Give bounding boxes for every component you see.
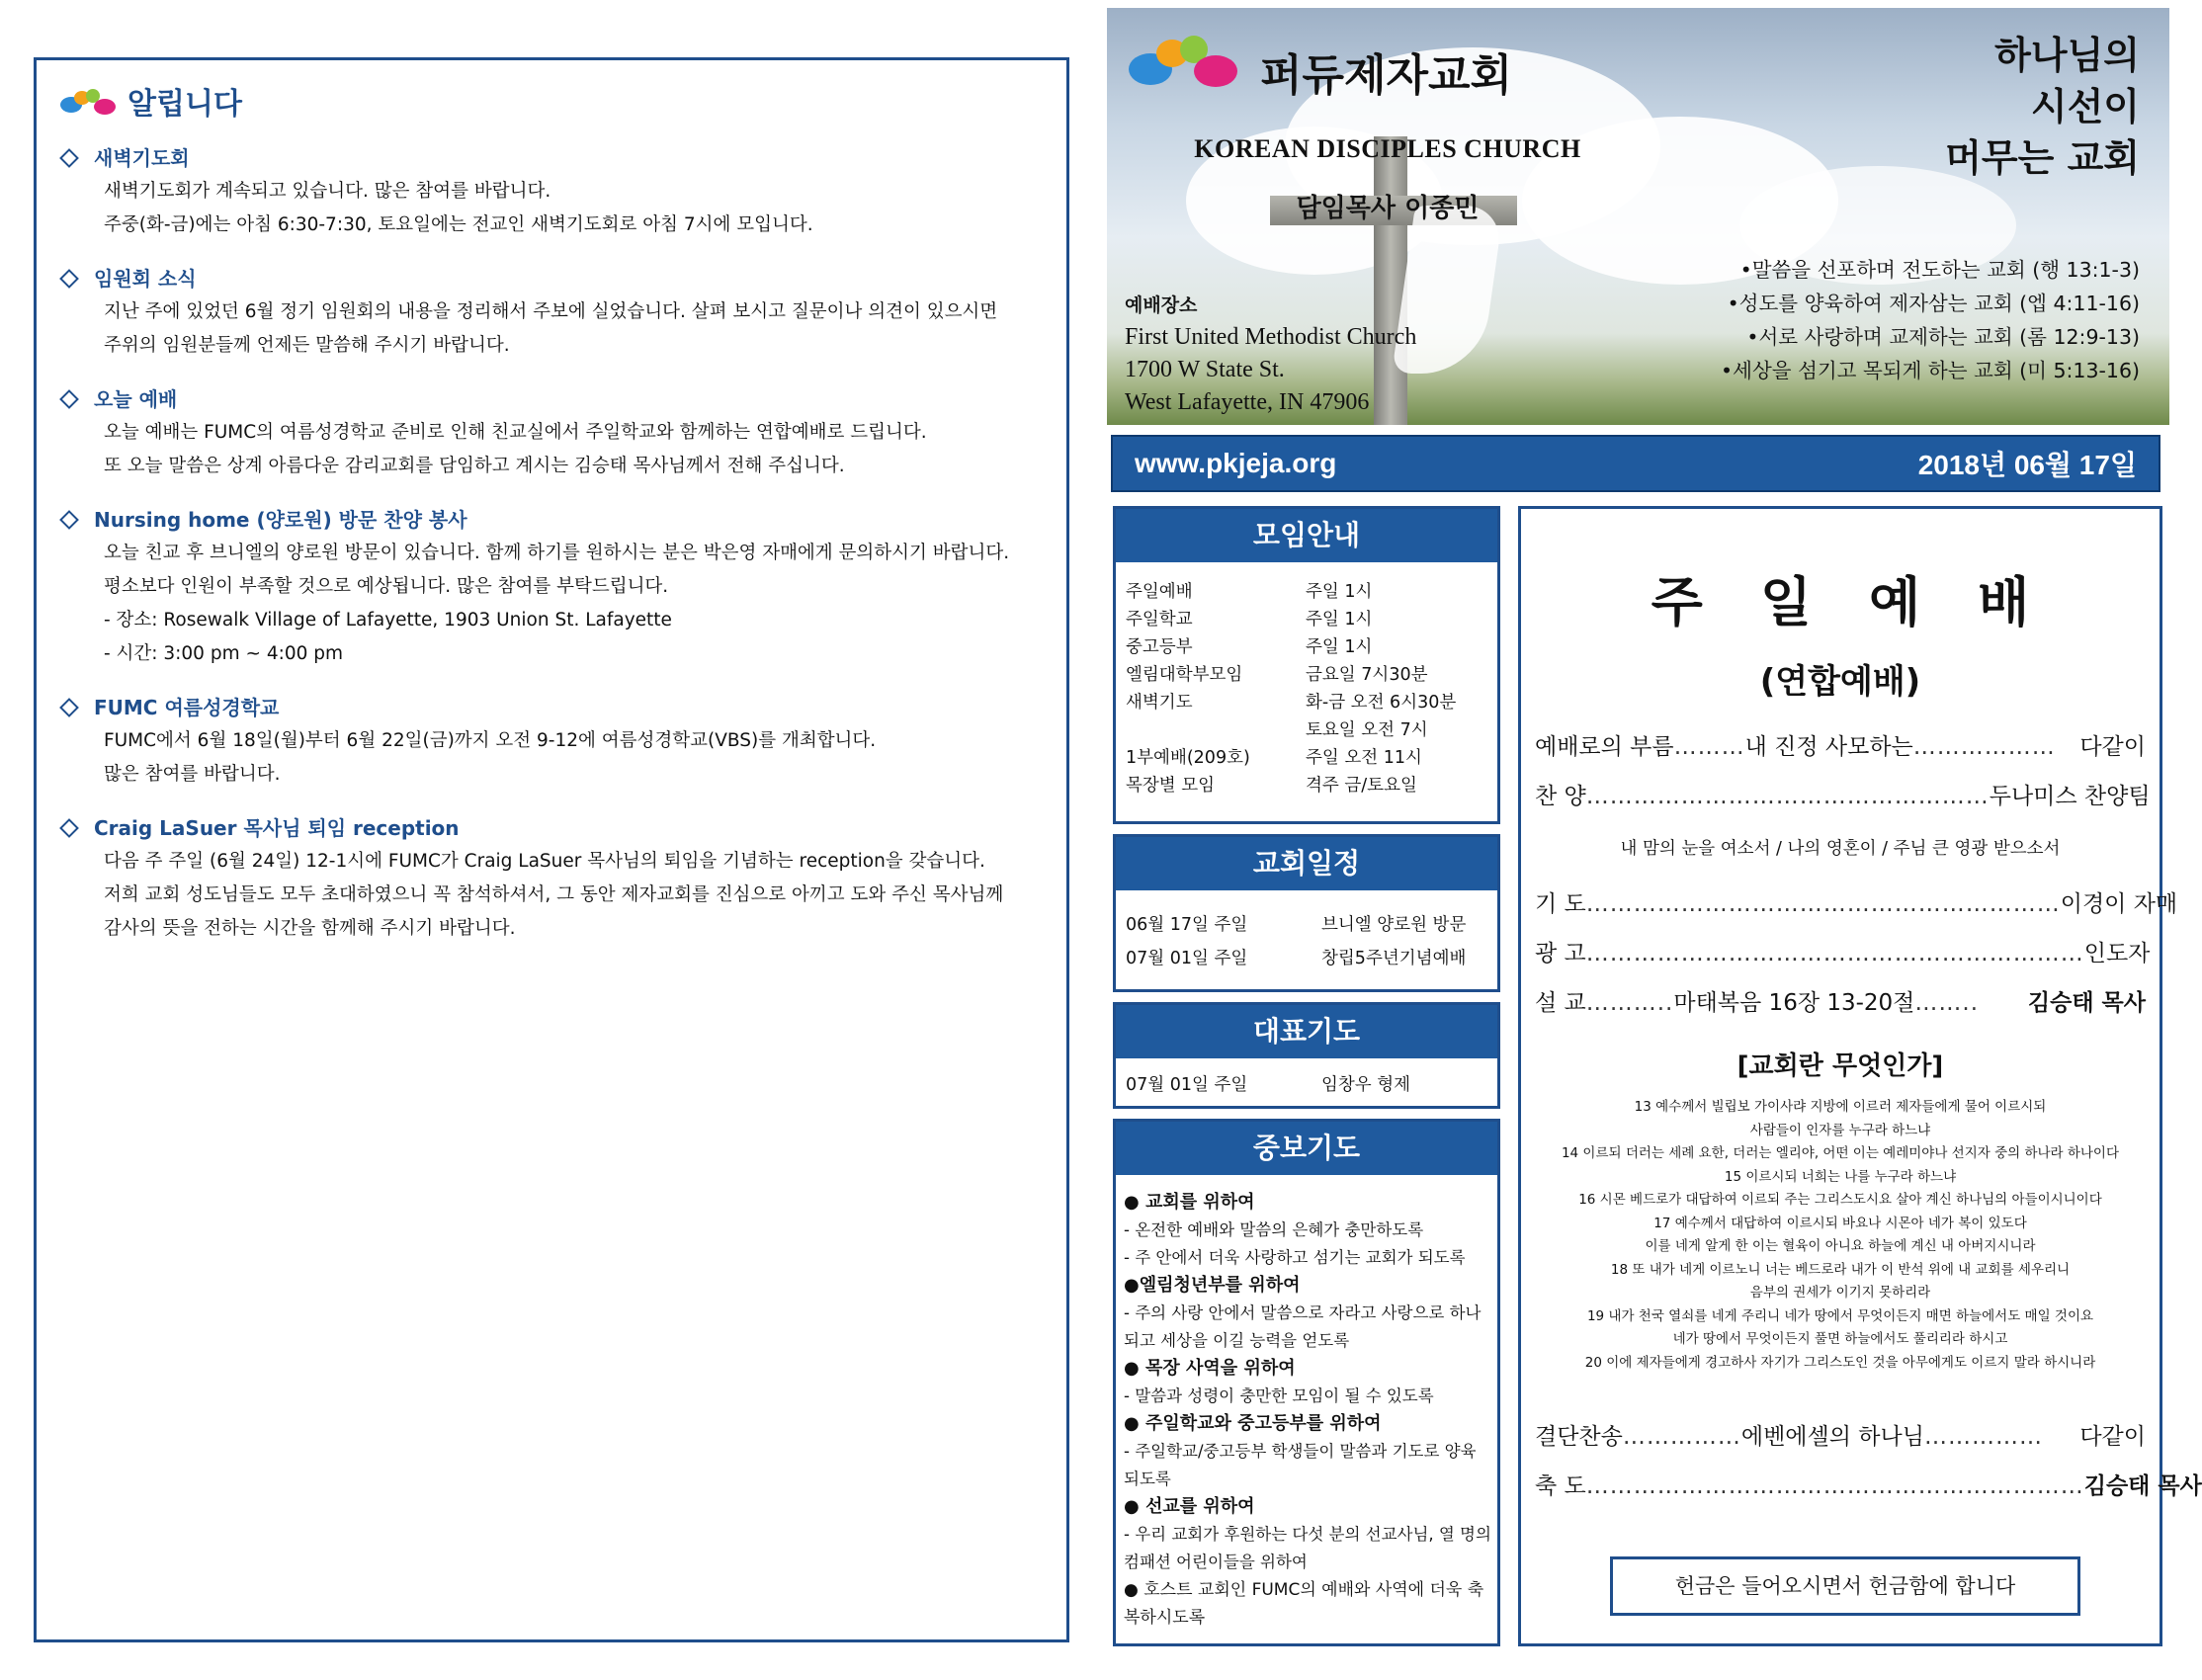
notice-line: FUMC에서 6월 18일(월)부터 6월 22일(금)까지 오전 9-12에 여름성경학교(VBS)를 개최합니다. [104, 730, 877, 751]
diamond-bullet-icon [59, 148, 79, 168]
schedule-row [1116, 908, 1497, 942]
prayer-line: - 말씀과 성령이 충만한 모임이 될 수 있도록 [1124, 1386, 1434, 1405]
verse-line: 18 또 내가 네게 이르노니 너는 베드로라 내가 이 반석 위에 내 교회를 세우리니 [1610, 1261, 2071, 1278]
venue-line: 1700 W State St. [1125, 357, 1285, 382]
verse-line: 16 시몬 베드로가 대답하여 이르되 주는 그리스도시요 살아 계신 하나님의 아들이시니이다 [1578, 1192, 2102, 1208]
order-leader: 두나미스 찬양팀 [1989, 784, 2151, 809]
meeting-name: 목장별 모임 [1126, 776, 1216, 796]
leader-dots: ……………… [1912, 734, 2056, 760]
mission-statement: •성도를 양육하여 제자삼는 교회 (엡 4:11-16) [1727, 292, 2140, 315]
verse-line: 19 내가 천국 열쇠를 네게 주리니 네가 땅에서 무엇이든지 매면 하늘에서도 매일 것이요 [1586, 1307, 2094, 1324]
website-date-bar [1111, 435, 2160, 492]
church-motto [1945, 30, 2140, 184]
schedule-event: 브니엘 양로원 방문 [1321, 915, 1467, 935]
cross-image [1374, 136, 1407, 425]
sermon-passage: 마태복음 16장 13-20절 [1673, 990, 1915, 1016]
church-name: 퍼듀제자교회 [1260, 50, 1513, 101]
meeting-row [1116, 633, 1497, 661]
website-link[interactable]: www.pkjeja.org [1135, 448, 1337, 478]
meetings-title: 모임안내 [1116, 509, 1497, 562]
notice-line: 주위의 임원분들께 언제든 말씀해 주시기 바랍니다. [104, 335, 510, 356]
order-row [1535, 722, 2146, 772]
header-banner [1107, 8, 2169, 425]
verse-line: 14 이르되 더러는 세례 요한, 더러는 엘리야, 어떤 이는 예레미야나 선지자 중의 하나라 하나이다 [1561, 1145, 2120, 1161]
leader-dots: …………… [1622, 1424, 1741, 1450]
preacher: 김승태 목사 [2027, 990, 2146, 1016]
verse-line: 17 예수께서 대답하여 이르시되 바요나 시몬아 네가 복이 있도다 [1653, 1215, 2027, 1231]
order-leader: 다같이 [2079, 734, 2146, 760]
leader-dots: …………………………………………………… [1585, 891, 2061, 917]
mission-statement: •서로 사랑하며 교제하는 교회 (롬 12:9-13) [1746, 325, 2140, 349]
venue-line: West Lafayette, IN 47906 [1125, 389, 1370, 415]
meeting-row [1116, 606, 1497, 633]
intercession-box [1113, 1119, 1500, 1646]
meeting-time: 주일 1시 [1306, 610, 1373, 630]
verse-line: 15 이르시되 너희는 나를 누구라 하느냐 [1724, 1168, 1957, 1185]
motto-line: 하나님의 [1994, 34, 2140, 77]
notice-item [58, 382, 1045, 483]
motto-line: 시선이 [2030, 85, 2140, 128]
worship-title: 주일예배 [1651, 571, 2087, 633]
schedule-row [1116, 942, 1497, 975]
order-content: 에벤에셀의 하나님 [1740, 1424, 1924, 1450]
meeting-time: 주일 1시 [1306, 582, 1373, 602]
order-label: 기 도 [1535, 891, 1586, 917]
sermon-title: [교회란 무엇인가] [1736, 1051, 1944, 1081]
meeting-name: 1부예배(209호) [1126, 748, 1250, 768]
meeting-row [1116, 772, 1497, 799]
meeting-time: 주일 1시 [1306, 637, 1373, 657]
order-row [1535, 772, 2151, 821]
leader-dots: …………… [1923, 1424, 2043, 1450]
meeting-row [1116, 744, 1497, 772]
meeting-row [1116, 689, 1497, 716]
diamond-bullet-icon [59, 389, 79, 409]
meeting-time: 금요일 7시30분 [1306, 665, 1428, 685]
meeting-name: 새벽기도 [1126, 693, 1193, 713]
notice-line: 평소보다 인원이 부족할 것으로 예상됩니다. 많은 참여를 부탁드립니다. [104, 576, 669, 597]
order-label: 광 고 [1535, 941, 1586, 966]
intercession-title: 중보기도 [1116, 1122, 1497, 1175]
meeting-row [1116, 661, 1497, 689]
prayer-heading: ● 선교를 위하여 [1124, 1496, 1255, 1517]
prayer-heading: ● 주일학교와 중고등부를 위하여 [1124, 1413, 1382, 1434]
leader-dots: …….. [1914, 990, 1980, 1016]
notice-line: 많은 참여를 바랍니다. [104, 764, 281, 785]
meeting-time: 주일 오전 11시 [1306, 748, 1422, 768]
prayer-line: - 주 안에서 더욱 사랑하고 섬기는 교회가 되도록 [1124, 1248, 1466, 1267]
worship-order-box [1518, 506, 2202, 1646]
notice-line: 다음 주 주일 (6월 24일) 12-1시에 FUMC가 Craig LaSuer 목사님의 퇴임을 기념하는 reception을 갖습니다. [104, 851, 985, 872]
rep-prayer-row [1116, 1068, 1497, 1102]
rep-prayer-title: 대표기도 [1116, 1005, 1497, 1058]
notice-line: 오늘 친교 후 브니엘의 양로원 방문이 있습니다. 함께 하기를 원하시는 분은 박은영 자매에게 문의하시기 바랍니다. [104, 543, 1010, 563]
notice-title: Craig LaSuer 목사님 퇴임 reception [94, 816, 460, 840]
bulletin-date: 2018년 06월 17일 [1917, 450, 2137, 480]
leader-dots: ……….. [1585, 990, 1674, 1016]
meeting-row [1116, 578, 1497, 606]
announcements-header [58, 78, 1045, 124]
order-leader: 이경이 자매 [2060, 891, 2178, 917]
notice-line: 지난 주에 있었던 6월 정기 임원회의 내용을 정리해서 주보에 실었습니다. 살펴 보시고 질문이나 의견이 있으시면 [104, 301, 998, 322]
order-content: 내 진정 사모하는 [1744, 734, 1913, 760]
venue-label: 예배장소 [1125, 294, 1198, 316]
order-row [1535, 1412, 2146, 1462]
verse-line: 사람들이 인자를 누구라 하느냐 [1749, 1122, 1931, 1138]
meeting-name: 엘림대학부모임 [1126, 665, 1243, 685]
order-label: 축 도 [1535, 1473, 1586, 1499]
meeting-row [1116, 716, 1497, 744]
rep-prayer-box [1113, 1002, 1500, 1109]
verse-line: 20 이에 제자들에게 경고하사 자기가 그리스도인 것을 아무에게도 이르지 말라 하시니라 [1584, 1354, 2096, 1371]
verse-line: 음부의 권세가 이기지 못하리라 [1749, 1285, 1931, 1301]
prayer-line: - 온전한 예배와 말씀의 은혜가 충만하도록 [1124, 1220, 1424, 1239]
prayer-heading: ●엘림청년부를 위하여 [1124, 1275, 1301, 1296]
scripture-text [1535, 1096, 2146, 1375]
notice-line: 주중(화-금)에는 아침 6:30-7:30, 토요일에는 전교인 새벽기도회로 아침 7시에 모입니다. [104, 214, 813, 235]
leader-dots: …………………………………………… [1585, 784, 1990, 809]
schedule-title: 교회일정 [1116, 837, 1497, 890]
notice-item [58, 811, 1045, 946]
praise-songs: 내 맘의 눈을 여소서 / 나의 영혼이 / 주님 큰 영광 받으소서 [1620, 839, 2061, 859]
leader-dots: ……… [1673, 734, 1745, 760]
schedule-date: 07월 01일 주일 [1126, 949, 1248, 968]
order-label: 결단찬송 [1535, 1424, 1623, 1450]
notice-title: 오늘 예배 [94, 387, 178, 411]
notice-title: 임원회 소식 [94, 267, 197, 291]
verse-line: 이를 네게 알게 한 이는 혈육이 아니요 하늘에 계신 내 아버지시니라 [1645, 1238, 2036, 1254]
meeting-name: 주일학교 [1126, 610, 1193, 630]
order-row [1535, 978, 2146, 1028]
leader-dots: ……………………………………………………… [1585, 941, 2084, 966]
diamond-bullet-icon [59, 269, 79, 289]
announcements-panel [34, 57, 1069, 1642]
motto-line: 머무는 교회 [1945, 136, 2140, 180]
prayer-line: - 주의 사랑 안에서 말씀으로 자라고 사랑으로 하나되고 세상을 이길 능력을 얻도록 [1124, 1303, 1482, 1350]
meetings-box [1113, 506, 1500, 824]
notice-line: 저희 교회 성도님들도 모두 초대하였으니 꼭 참석하셔서, 그 동안 제자교회를 진심으로 아끼고 도와 주신 목사님께 [104, 884, 1004, 905]
notice-item [58, 503, 1045, 671]
diamond-bullet-icon [59, 698, 79, 717]
order-row [1535, 1462, 2202, 1511]
notice-list [58, 141, 1045, 946]
rep-prayer-person: 임창우 형제 [1321, 1075, 1411, 1095]
venue-line: First United Methodist Church [1125, 324, 1417, 350]
order-label: 설 교 [1535, 990, 1586, 1016]
prayer-line: ● 호스트 교회인 FUMC의 예배와 사역에 더욱 축복하시도록 [1124, 1580, 1484, 1628]
meeting-time: 격주 금/토요일 [1306, 776, 1417, 796]
meeting-time: 화-금 오전 6시30분 [1306, 693, 1457, 713]
church-name-en: KOREAN DISCIPLES CHURCH [1194, 134, 1581, 163]
order-leader: 다같이 [2079, 1424, 2146, 1450]
church-logo-icon [1127, 30, 1237, 91]
notice-line: - 시간: 3:00 pm ~ 4:00 pm [104, 643, 344, 664]
notice-item [58, 262, 1045, 363]
senior-pastor: 담임목사 이종민 [1296, 194, 1480, 223]
verse-line: 13 예수께서 빌립보 가이사랴 지방에 이르러 제자들에게 물어 이르시되 [1634, 1099, 2047, 1115]
prayer-heading: ● 교회를 위하여 [1124, 1192, 1255, 1213]
notice-item [58, 691, 1045, 792]
order-row [1535, 880, 2178, 929]
notice-line: 새벽기도회가 계속되고 있습니다. 많은 참여를 바랍니다. [104, 181, 551, 202]
order-leader: 인도자 [2083, 941, 2151, 966]
worship-subtitle: (연합예배) [1759, 662, 1921, 702]
prayer-line: - 우리 교회가 후원하는 다섯 분의 선교사님, 열 명의 컴패션 어린이들을 위하여 [1124, 1525, 1491, 1571]
meeting-name: 중고등부 [1126, 637, 1193, 657]
notice-title: FUMC 여름성경학교 [94, 696, 280, 719]
notice-line: 또 오늘 말씀은 상계 아름다운 감리교회를 담임하고 계시는 김승태 목사님께서 전해 주십니다. [104, 456, 845, 476]
diamond-bullet-icon [59, 818, 79, 838]
meeting-time: 토요일 오전 7시 [1306, 720, 1428, 740]
church-logo-icon [58, 85, 116, 117]
notice-title: 새벽기도회 [94, 146, 190, 170]
order-label: 찬 양 [1535, 784, 1586, 809]
leader-dots: ……………………………………………………… [1585, 1473, 2084, 1499]
notice-line: 오늘 예배는 FUMC의 여름성경학교 준비로 인해 친교실에서 주일학교와 함께하는 연합예배로 드립니다. [104, 422, 927, 443]
mission-statement: •세상을 섬기고 목되게 하는 교회 (미 5:13-16) [1721, 359, 2140, 382]
rep-prayer-date: 07월 01일 주일 [1126, 1075, 1248, 1095]
diamond-bullet-icon [59, 510, 79, 530]
order-label: 예배로의 부름 [1535, 734, 1674, 760]
schedule-date: 06월 17일 주일 [1126, 915, 1248, 935]
verse-line: 네가 땅에서 무엇이든지 풀면 하늘에서도 풀리리라 하시고 [1672, 1331, 2008, 1347]
meeting-name [1116, 716, 1306, 744]
offering-notice: 헌금은 들어오시면서 헌금함에 합니다 [1610, 1556, 2080, 1616]
prayer-line: - 주일학교/중고등부 학생들이 말씀과 기도로 양육되도록 [1124, 1442, 1477, 1488]
prayer-heading: ● 목장 사역을 위하여 [1124, 1358, 1296, 1379]
mission-statement: •말씀을 선포하며 전도하는 교회 (행 13:1-3) [1739, 258, 2140, 282]
notice-title: Nursing home (양로원) 방문 찬양 봉사 [94, 508, 467, 532]
benediction-leader: 김승태 목사 [2083, 1473, 2202, 1499]
schedule-event: 창립5주년기념예배 [1321, 949, 1467, 968]
order-row [1535, 929, 2151, 978]
notice-item [58, 141, 1045, 242]
announcements-title: 알립니다 [127, 87, 242, 122]
meeting-name: 주일예배 [1126, 582, 1193, 602]
schedule-box [1113, 834, 1500, 992]
notice-line: 감사의 뜻을 전하는 시간을 함께해 주시기 바랍니다. [104, 918, 516, 939]
notice-line: - 장소: Rosewalk Village of Lafayette, 1903 Union St. Lafayette [104, 610, 672, 630]
